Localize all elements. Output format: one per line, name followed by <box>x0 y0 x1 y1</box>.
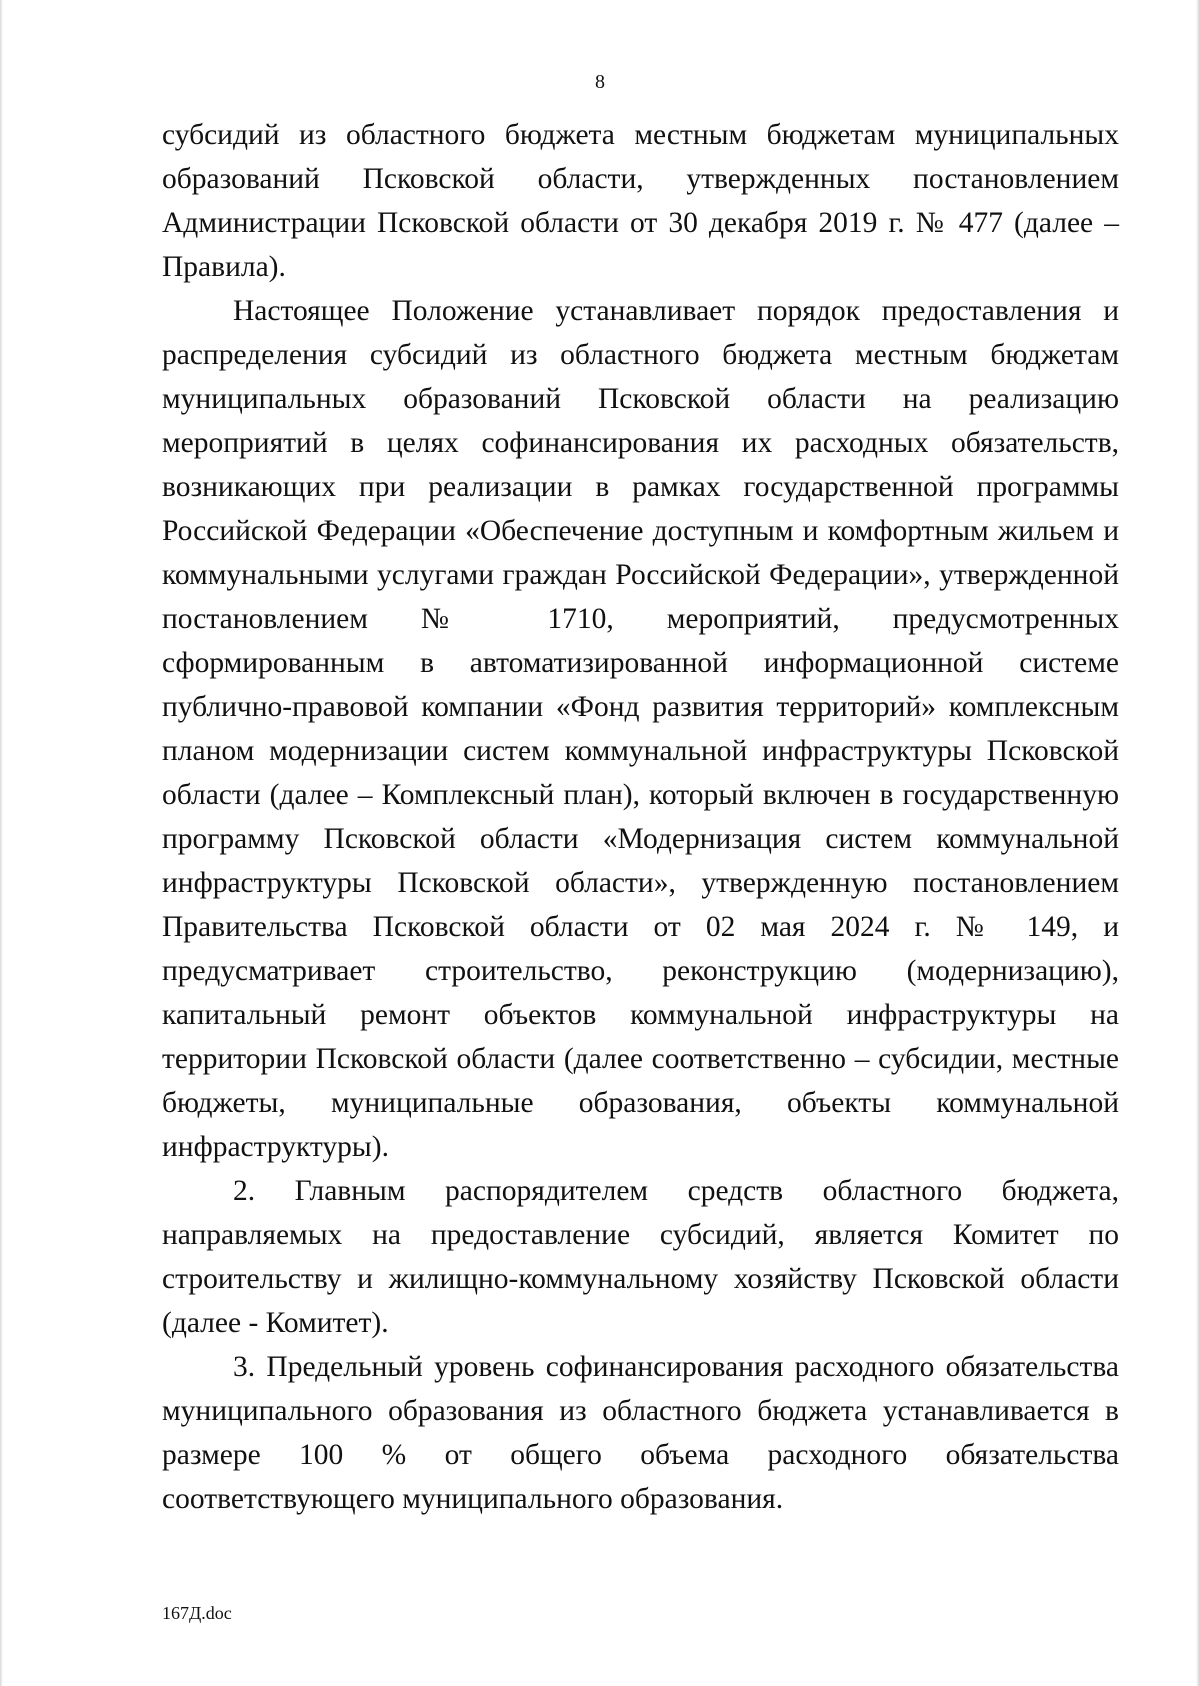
scan-edge-left <box>0 0 3 1686</box>
paragraph-item-2: 2. Главным распорядителем средств областного бюджета, направляемых на предоставление субсидий, является Комитет по строительству и жилищно-коммунальному хозяйству Псковской области (далее - Комитет). <box>162 1175 1119 1339</box>
paragraph-regulation-scope: Настоящее Положение устанавливает порядок предоставления и распределения субсидий из областного бюджета местным бюджетам муниципальных образований Псковской области на реализацию мероприятий в целях софинансирования их расходных обязательств, возникающих при реализации в рамках государственной программы Российской Федерации «Обеспечение доступным и комфортным жильем и коммунальными услугами граждан Российской Федерации», утвержденной постановлением № 1710, мероприятий, предусмотренных сформированным в автоматизированной информационной системе публично-правовой компании «Фонд развития территорий» комплексным планом модернизации систем коммунальной инфраструктуры Псковской области (далее – Комплексный план), который включен в государственную программу Псковской области «Модернизация систем коммунальной инфраструктуры Псковской области», утвержденную постановлением Правительства Псковской области от 02 мая 2024 г. № 149, и предусматривает строительство, реконструкцию (модернизацию), капитальный ремонт объектов коммунальной инфраструктуры на территории Псковской области (далее соответственно – субсидии, местные бюджеты, муниципальные образования, объекты коммунальной инфраструктуры). <box>162 295 1119 1163</box>
scan-edge-right <box>1196 0 1200 1686</box>
paragraph-continuation: субсидий из областного бюджета местным бюджетам муниципальных образований Псковской области, утвержденных постановлением Администрации Псковской области от 30 декабря 2019 г. № 477 (далее – Правила). <box>162 119 1119 283</box>
document-body <box>162 113 1119 1521</box>
page-number: 8 <box>595 71 605 93</box>
footer-filename: 167Д.doc <box>162 1603 232 1623</box>
paragraph-item-3: 3. Предельный уровень софинансирования расходного обязательства муниципального образования из областного бюджета устанавливается в размере 100 % от общего объема расходного обязательства соответствующего муниципального образования. <box>162 1351 1119 1515</box>
